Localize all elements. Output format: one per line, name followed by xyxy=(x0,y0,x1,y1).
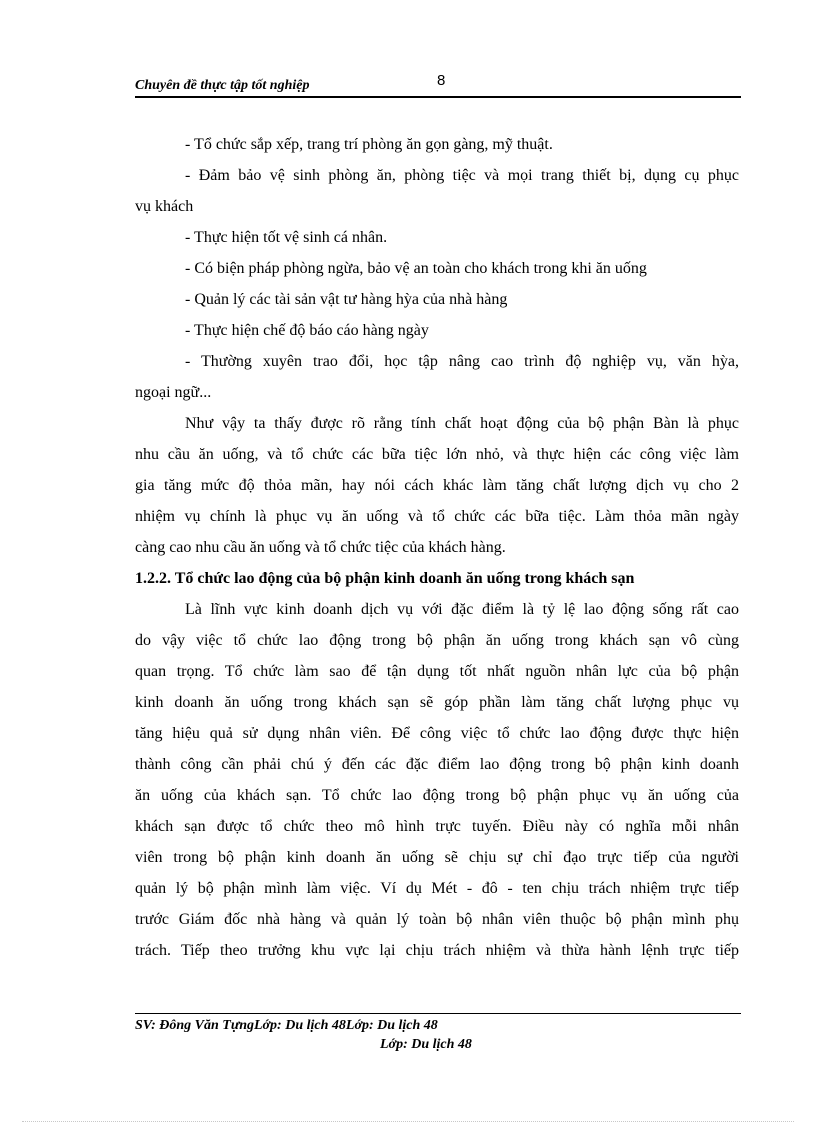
footer-divider xyxy=(135,1013,741,1014)
body-line: - Tổ chức sắp xếp, trang trí phòng ăn gọn gàng, mỹ thuật. xyxy=(185,136,553,153)
body-line: thành công cần phải chú ý đến các đặc điểm lao động trong bộ phận kinh doanh xyxy=(135,756,739,773)
body-line: Là lĩnh vực kinh doanh dịch vụ với đặc điểm là tỷ lệ lao động sống rất cao xyxy=(185,601,739,618)
body-line: do vậy việc tổ chức lao động trong bộ phận ăn uống trong khách sạn vô cùng xyxy=(135,632,739,649)
body-line: ngoại ngữ... xyxy=(135,384,212,401)
page-bottom-edge xyxy=(22,1121,794,1122)
body-line: nhiệm vụ chính là phục vụ ăn uống và tổ chức các bữa tiệc. Làm thỏa mãn ngày xyxy=(135,508,739,525)
body-line: quản lý bộ phận mình làm việc. Ví dụ Mét - đô - ten chịu trách nhiệm trực tiếp xyxy=(135,880,739,897)
footer-class-line: Lớp: Du lịch 48 xyxy=(380,1037,472,1052)
body-line: - Đảm bảo vệ sinh phòng ăn, phòng tiệc và mọi trang thiết bị, dụng cụ phục xyxy=(185,167,739,184)
body-line: quan trọng. Tổ chức làm sao để tận dụng tốt nhất nguồn nhân lực của bộ phận xyxy=(135,663,739,680)
body-line: - Có biện pháp phòng ngừa, bảo vệ an toàn cho khách trong khi ăn uống xyxy=(185,260,647,277)
body-line: tăng hiệu quả sử dụng nhân viên. Để công việc tổ chức lao động được thực hiện xyxy=(135,725,739,742)
body-line: nhu cầu ăn uống, và tổ chức các bữa tiệc lớn nhỏ, và thực hiện các công việc làm xyxy=(135,446,739,463)
body-line: vụ khách xyxy=(135,198,194,215)
header-title: Chuyên đề thực tập tốt nghiệp xyxy=(135,78,310,93)
body-line: gia tăng mức độ thỏa mãn, hay nói cách khác làm tăng chất lượng dịch vụ cho 2 xyxy=(135,477,739,494)
section-heading: 1.2.2. Tổ chức lao động của bộ phận kinh doanh ăn uống trong khách sạn xyxy=(135,570,635,587)
page-number: 8 xyxy=(437,72,446,89)
body-line: ăn uống của khách sạn. Tổ chức lao động trong bộ phận phục vụ ăn uống của xyxy=(135,787,739,804)
body-line: trách. Tiếp theo trưởng khu vực lại chịu trách nhiệm và thừa hành lệnh trực tiếp xyxy=(135,942,739,959)
body-line: - Thực hiện tốt vệ sinh cá nhân. xyxy=(185,229,388,246)
footer-student-line: SV: Đông Văn TựngLớp: Du lịch 48Lớp: Du lịch 48 xyxy=(135,1018,438,1033)
body-line: trước Giám đốc nhà hàng và quản lý toàn bộ nhân viên thuộc bộ phận mình phụ xyxy=(135,911,739,928)
page-header xyxy=(135,70,741,98)
body-line: khách sạn được tổ chức theo mô hình trực tuyến. Điều này có nghĩa mỗi nhân xyxy=(135,818,739,835)
body-line: Như vậy ta thấy được rõ rằng tính chất hoạt động của bộ phận Bàn là phục xyxy=(185,415,739,432)
body-line: - Thực hiện chế độ báo cáo hàng ngày xyxy=(185,322,429,339)
body-line: - Quản lý các tài sản vật tư hàng hỳa của nhà hàng xyxy=(185,291,508,308)
body-line: càng cao nhu cầu ăn uống và tổ chức tiệc của khách hàng. xyxy=(135,539,506,556)
body-line: - Thường xuyên trao đổi, học tập nâng cao trình độ nghiệp vụ, văn hỳa, xyxy=(185,353,739,370)
body-line: viên trong bộ phận kinh doanh ăn uống sẽ chịu sự chỉ đạo trực tiếp của người xyxy=(135,849,739,866)
body-line: kinh doanh ăn uống trong khách sạn sẽ góp phần làm tăng chất lượng phục vụ xyxy=(135,694,739,711)
